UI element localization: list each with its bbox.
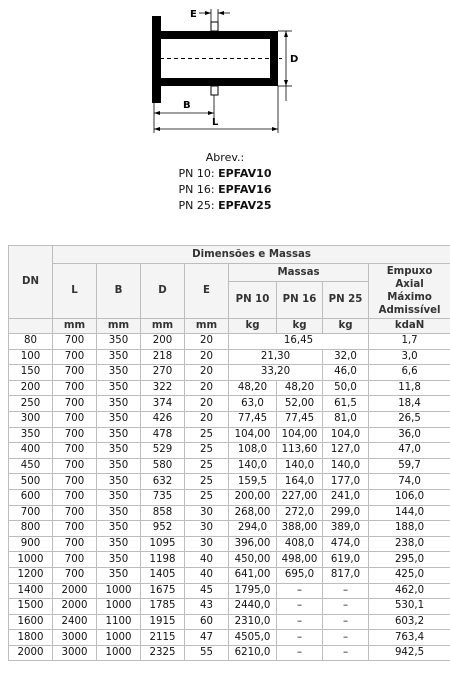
cell-thrust: 462,0 [369, 583, 450, 599]
unit-b: mm [97, 319, 141, 334]
cell-dn: 2000 [9, 645, 53, 661]
cell-pn25: 81,0 [323, 411, 369, 427]
cell-pn10: 294,0 [229, 521, 277, 537]
cell-pn10: 2310,0 [229, 614, 277, 630]
cell-d: 1785 [141, 599, 185, 615]
cell-pn16: 140,0 [277, 458, 323, 474]
cell-l: 700 [53, 396, 97, 412]
cell-pn16: – [277, 630, 323, 646]
cell-pn10: 48,20 [229, 380, 277, 396]
cell-b: 350 [97, 380, 141, 396]
cell-l: 700 [53, 411, 97, 427]
cell-l: 2000 [53, 599, 97, 615]
table-row [9, 536, 450, 552]
cell-pn16: 113,60 [277, 443, 323, 459]
table-row [9, 614, 450, 630]
cell-b: 350 [97, 349, 141, 365]
cell-thrust: 425,0 [369, 567, 450, 583]
header-dn: DN [9, 246, 53, 319]
cell-pn25: 32,0 [323, 349, 369, 365]
cell-pn10: 63,0 [229, 396, 277, 412]
cell-pn25: 61,5 [323, 396, 369, 412]
cell-e: 30 [185, 536, 229, 552]
cell-thrust: 106,0 [369, 489, 450, 505]
cell-pn25: 817,0 [323, 567, 369, 583]
cell-l: 700 [53, 380, 97, 396]
table-row [9, 567, 450, 583]
cell-b: 1100 [97, 614, 141, 630]
table-row [9, 349, 450, 365]
table-row [9, 474, 450, 490]
cell-d: 1675 [141, 583, 185, 599]
cell-dn: 300 [9, 411, 53, 427]
dim-e-label: E [190, 9, 197, 20]
cell-pn25: – [323, 614, 369, 630]
cell-b: 1000 [97, 599, 141, 615]
header-d: D [141, 264, 185, 319]
cell-l: 700 [53, 427, 97, 443]
cell-pn25: 127,0 [323, 443, 369, 459]
table-row [9, 458, 450, 474]
cell-dn: 450 [9, 458, 53, 474]
cell-e: 20 [185, 380, 229, 396]
cell-thrust: 188,0 [369, 521, 450, 537]
cell-d: 1198 [141, 552, 185, 568]
cell-pn16: 695,0 [277, 567, 323, 583]
cell-l: 2400 [53, 614, 97, 630]
unit-e: mm [185, 319, 229, 334]
cell-dn: 1200 [9, 567, 53, 583]
cell-l: 2000 [53, 583, 97, 599]
cell-b: 350 [97, 474, 141, 490]
cell-pn16: 52,00 [277, 396, 323, 412]
cell-dn: 150 [9, 365, 53, 381]
cell-thrust: 295,0 [369, 552, 450, 568]
cell-b: 350 [97, 365, 141, 381]
cell-e: 25 [185, 443, 229, 459]
cell-dn: 200 [9, 380, 53, 396]
abbreviations [0, 150, 450, 214]
cell-b: 350 [97, 427, 141, 443]
cell-d: 529 [141, 443, 185, 459]
cell-dn: 1400 [9, 583, 53, 599]
cell-e: 25 [185, 489, 229, 505]
abbrev-title: Abrev.: [205, 151, 245, 164]
cell-pn16: 408,0 [277, 536, 323, 552]
cell-e: 20 [185, 396, 229, 412]
pipe-drawing [0, 0, 450, 140]
cell-merged1016: 21,30 [229, 349, 323, 365]
cell-l: 700 [53, 474, 97, 490]
cell-thrust: 3,0 [369, 349, 450, 365]
cell-d: 580 [141, 458, 185, 474]
cell-pn25: – [323, 599, 369, 615]
cell-thrust: 1,7 [369, 334, 450, 350]
cell-thrust: 530,1 [369, 599, 450, 615]
cell-pn10: 200,00 [229, 489, 277, 505]
cell-dn: 500 [9, 474, 53, 490]
cell-thrust: 6,6 [369, 365, 450, 381]
abbrev-line-pn16: PN 16: EPFAV16 [178, 183, 272, 196]
cell-d: 426 [141, 411, 185, 427]
cell-pn10: 641,00 [229, 567, 277, 583]
cell-l: 700 [53, 536, 97, 552]
cell-d: 218 [141, 349, 185, 365]
table-row [9, 489, 450, 505]
header-b: B [97, 264, 141, 319]
table-row [9, 599, 450, 615]
cell-d: 374 [141, 396, 185, 412]
cell-pn25: 104,0 [323, 427, 369, 443]
cell-e: 45 [185, 583, 229, 599]
cell-l: 700 [53, 458, 97, 474]
abbrev-line-pn25: PN 25: EPFAV25 [178, 199, 272, 212]
cell-pn16: 104,00 [277, 427, 323, 443]
anchor-ring-top [211, 22, 218, 31]
pipe-bottom-wall [161, 78, 278, 86]
cell-dn: 250 [9, 396, 53, 412]
cell-d: 632 [141, 474, 185, 490]
cell-e: 25 [185, 474, 229, 490]
unit-l: mm [53, 319, 97, 334]
cell-thrust: 144,0 [369, 505, 450, 521]
cell-l: 3000 [53, 645, 97, 661]
header-l: L [53, 264, 97, 319]
cell-l: 700 [53, 505, 97, 521]
cell-b: 350 [97, 505, 141, 521]
table-row [9, 365, 450, 381]
header-pn25: PN 25 [323, 282, 369, 319]
cell-b: 350 [97, 567, 141, 583]
abbrev-line-pn10: PN 10: EPFAV10 [178, 167, 272, 180]
table-row [9, 521, 450, 537]
cell-merged1016: 33,20 [229, 365, 323, 381]
cell-d: 2325 [141, 645, 185, 661]
cell-pn10: 108,0 [229, 443, 277, 459]
cell-e: 20 [185, 334, 229, 350]
cell-dn: 80 [9, 334, 53, 350]
cell-e: 20 [185, 349, 229, 365]
cell-thrust: 603,2 [369, 614, 450, 630]
header-group-title: Dimensões e Massas [53, 246, 450, 264]
cell-b: 350 [97, 521, 141, 537]
cell-pn10: 2440,0 [229, 599, 277, 615]
cell-pn25: 389,0 [323, 521, 369, 537]
cell-d: 1405 [141, 567, 185, 583]
cell-d: 1095 [141, 536, 185, 552]
cell-pn10: 4505,0 [229, 630, 277, 646]
cell-dn: 1800 [9, 630, 53, 646]
cell-thrust: 47,0 [369, 443, 450, 459]
cell-l: 700 [53, 489, 97, 505]
cell-pn16: – [277, 614, 323, 630]
table-row [9, 411, 450, 427]
cell-d: 735 [141, 489, 185, 505]
cell-d: 322 [141, 380, 185, 396]
header-e: E [185, 264, 229, 319]
cell-l: 700 [53, 349, 97, 365]
cell-pn10: 159,5 [229, 474, 277, 490]
cell-l: 700 [53, 567, 97, 583]
table-row [9, 645, 450, 661]
dim-b-label: B [183, 100, 191, 111]
cell-l: 700 [53, 443, 97, 459]
cell-l: 700 [53, 521, 97, 537]
cell-dn: 700 [9, 505, 53, 521]
unit-dn [9, 319, 53, 334]
table-row [9, 334, 450, 350]
dim-d-label: D [290, 54, 299, 65]
cell-thrust: 18,4 [369, 396, 450, 412]
cell-e: 25 [185, 458, 229, 474]
cell-l: 700 [53, 334, 97, 350]
cell-pn25: 46,0 [323, 365, 369, 381]
cell-b: 350 [97, 443, 141, 459]
cell-e: 43 [185, 599, 229, 615]
cell-pn25: 299,0 [323, 505, 369, 521]
cell-thrust: 59,7 [369, 458, 450, 474]
cell-e: 20 [185, 411, 229, 427]
table-body [9, 334, 450, 661]
cell-e: 40 [185, 567, 229, 583]
unit-thrust: kdaN [369, 319, 450, 334]
cell-e: 20 [185, 365, 229, 381]
cell-pn16: 77,45 [277, 411, 323, 427]
cell-pn16: 164,0 [277, 474, 323, 490]
cell-dn: 1000 [9, 552, 53, 568]
cell-pn16: – [277, 645, 323, 661]
dim-l-label: L [212, 117, 219, 128]
cell-pn10: 140,0 [229, 458, 277, 474]
header-thrust: Empuxo Axial Máximo Admissível [369, 264, 450, 319]
unit-pn16: kg [277, 319, 323, 334]
cell-d: 952 [141, 521, 185, 537]
cell-dn: 100 [9, 349, 53, 365]
cell-e: 55 [185, 645, 229, 661]
cell-pn16: 498,00 [277, 552, 323, 568]
cell-pn16: 388,00 [277, 521, 323, 537]
cell-dn: 1600 [9, 614, 53, 630]
cell-thrust: 238,0 [369, 536, 450, 552]
cell-pn10: 77,45 [229, 411, 277, 427]
cell-pn16: 227,00 [277, 489, 323, 505]
cell-b: 350 [97, 536, 141, 552]
cell-b: 1000 [97, 645, 141, 661]
cell-pn25: 50,0 [323, 380, 369, 396]
cell-e: 47 [185, 630, 229, 646]
cell-d: 200 [141, 334, 185, 350]
cell-e: 30 [185, 521, 229, 537]
anchor-ring-bottom [211, 86, 218, 95]
flange [152, 16, 161, 103]
cell-dn: 800 [9, 521, 53, 537]
cell-pn16: 48,20 [277, 380, 323, 396]
cell-b: 350 [97, 411, 141, 427]
table-row [9, 505, 450, 521]
unit-pn25: kg [323, 319, 369, 334]
table-row [9, 630, 450, 646]
cell-b: 1000 [97, 630, 141, 646]
unit-d: mm [141, 319, 185, 334]
table-row [9, 380, 450, 396]
cell-thrust: 763,4 [369, 630, 450, 646]
cell-e: 30 [185, 505, 229, 521]
cell-pn25: – [323, 645, 369, 661]
cell-pn25: 619,0 [323, 552, 369, 568]
cell-pn25: 241,0 [323, 489, 369, 505]
cell-dn: 600 [9, 489, 53, 505]
cell-pn10: 396,00 [229, 536, 277, 552]
cell-dn: 350 [9, 427, 53, 443]
cell-dn: 400 [9, 443, 53, 459]
table-row [9, 427, 450, 443]
cell-e: 40 [185, 552, 229, 568]
cell-l: 700 [53, 552, 97, 568]
cell-thrust: 74,0 [369, 474, 450, 490]
cell-thrust: 26,5 [369, 411, 450, 427]
cell-merged: 16,45 [229, 334, 369, 350]
cell-b: 350 [97, 334, 141, 350]
cell-dn: 1500 [9, 599, 53, 615]
cell-thrust: 942,5 [369, 645, 450, 661]
cell-b: 1000 [97, 583, 141, 599]
cell-pn10: 450,00 [229, 552, 277, 568]
cell-d: 1915 [141, 614, 185, 630]
unit-pn10: kg [229, 319, 277, 334]
cell-d: 2115 [141, 630, 185, 646]
table-row [9, 583, 450, 599]
cell-pn16: 272,0 [277, 505, 323, 521]
cell-l: 700 [53, 365, 97, 381]
cell-pn10: 268,00 [229, 505, 277, 521]
table-row [9, 552, 450, 568]
cell-pn25: 140,0 [323, 458, 369, 474]
cell-pn10: 6210,0 [229, 645, 277, 661]
header-pn16: PN 16 [277, 282, 323, 319]
cell-b: 350 [97, 552, 141, 568]
cell-e: 60 [185, 614, 229, 630]
table-row [9, 396, 450, 412]
cell-pn16: – [277, 583, 323, 599]
cell-pn25: 474,0 [323, 536, 369, 552]
cell-pn25: – [323, 630, 369, 646]
cell-b: 350 [97, 396, 141, 412]
cell-pn16: – [277, 599, 323, 615]
table-row [9, 443, 450, 459]
cell-b: 350 [97, 458, 141, 474]
cell-l: 3000 [53, 630, 97, 646]
cell-d: 478 [141, 427, 185, 443]
header-masses: Massas [229, 264, 369, 282]
cell-pn10: 104,00 [229, 427, 277, 443]
cell-pn10: 1795,0 [229, 583, 277, 599]
cell-pn25: – [323, 583, 369, 599]
dimensions-masses-table [8, 245, 450, 661]
cell-pn25: 177,0 [323, 474, 369, 490]
cell-thrust: 11,8 [369, 380, 450, 396]
header-pn10: PN 10 [229, 282, 277, 319]
cell-b: 350 [97, 489, 141, 505]
cell-e: 25 [185, 427, 229, 443]
cell-dn: 900 [9, 536, 53, 552]
cell-d: 858 [141, 505, 185, 521]
cell-d: 270 [141, 365, 185, 381]
pipe-top-wall [161, 31, 278, 39]
cell-thrust: 36,0 [369, 427, 450, 443]
